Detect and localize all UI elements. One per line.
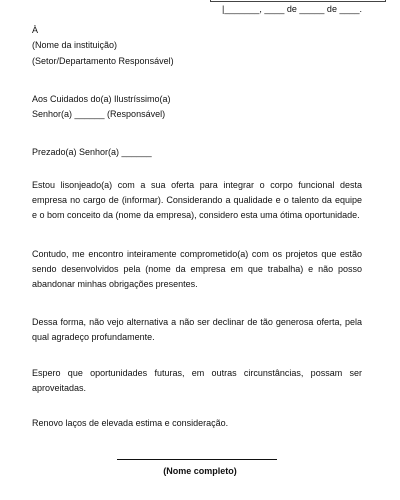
date-box	[210, 0, 386, 2]
recipient-attention: Aos Cuidados do(a) Ilustríssimo(a)	[32, 94, 171, 104]
paragraph-4: Espero que oportunidades futuras, em outras circunstâncias, possam ser aproveitadas.	[32, 368, 362, 393]
signature-name: (Nome completo)	[163, 466, 237, 476]
signature-line	[117, 459, 277, 460]
paragraph-3: Dessa forma, não vejo alternativa a não ser declinar de tão generosa oferta, pela qual agradeço profundamente.	[32, 317, 362, 342]
recipient-institution: (Nome da instituição)	[32, 40, 118, 50]
greeting: Prezado(a) Senhor(a) ______	[32, 147, 152, 157]
recipient-department: (Setor/Departamento Responsável)	[32, 56, 174, 66]
paragraph-1: Estou lisonjeado(a) com a sua oferta para integrar o corpo funcional desta empresa no cargo de (informar). Considerando a qualidade e o talento da equipe e o bom conceito da (nome da empresa), considero esta uma ótima oportunidade.	[32, 180, 362, 220]
paragraph-2: Contudo, me encontro inteiramente comprometido(a) com os projetos que estão sendo desenvolvidos pela (nome da empresa em que trabalha) e não posso abandonar minhas obrigações presentes.	[32, 249, 362, 289]
recipient-person: Senhor(a) ______ (Responsável)	[32, 109, 166, 119]
date-line: |_______, ____ de _____ de ____.	[222, 4, 362, 14]
recipient-prefix: À	[32, 25, 39, 35]
paragraph-5: Renovo laços de elevada estima e consideração.	[32, 418, 229, 428]
